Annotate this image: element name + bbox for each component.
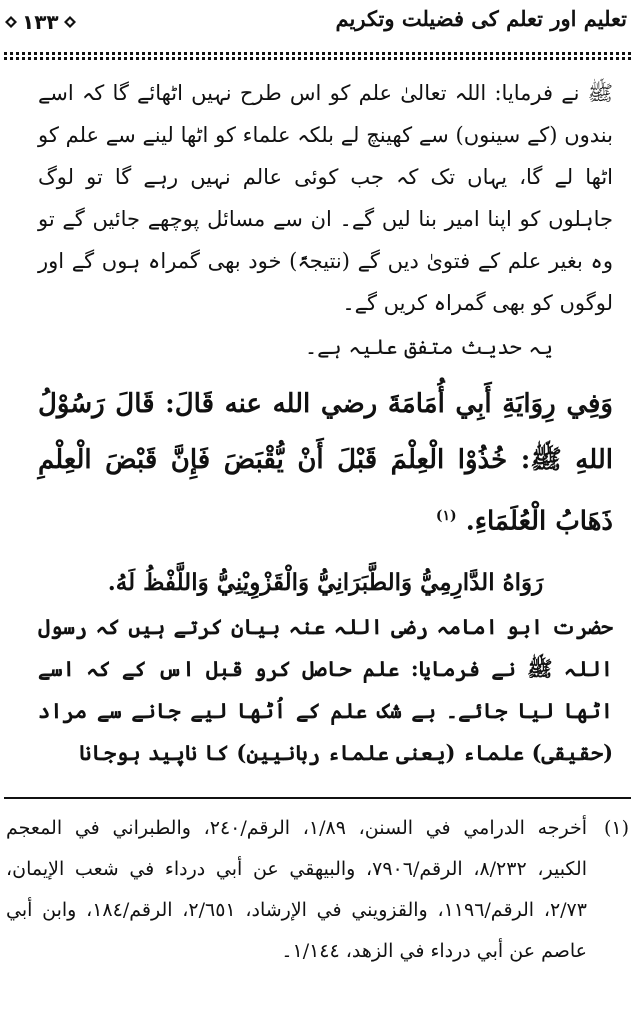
footnote-divider (4, 797, 631, 799)
arabic-source: رَوَاهُ الدَّارِمِيُّ وَالطَّبَرَانِيُّ وَالْقَزْوِيْنِيُّ وَاللَّفْظُ لَهُ. (107, 568, 544, 596)
arabic-hadith (38, 376, 613, 550)
footnote-reference: (١) (435, 508, 457, 524)
running-title: تعلیم اور تعلم کی فضیلت وتکریم (335, 6, 627, 31)
page-header (0, 0, 635, 50)
page-number-box (4, 8, 77, 36)
footnote-text: أخرجه الدرامي في السنن، ١/٨٩، الرقم/٢٤٠، والطبراني في المعجم الكبير، ٨/٢٣٢، الرقم/٧٩٠٦، والبيهقي عن أبي درداء في شعب الإيمان، ٢/٧٣، الرقم/١١٩٦، والقزويني في الإرشاد، ٢/٦٥١، الرقم/١٨٤، وابن أبي عاصم عن أبي درداء في الزهد، ١/١٤٤۔ (6, 817, 588, 962)
main-text (38, 72, 613, 774)
footnote-mark: (١) (603, 817, 629, 839)
ornament-right-icon (63, 15, 77, 29)
header-divider-lower (4, 57, 631, 60)
urdu-paragraph-1: ﷺ نے فرمایا: اللہ تعالیٰ علم کو اس طرح نہیں اٹھائے گا کہ اسے بندوں (کے سینوں) سے کھینچ لے بلکہ علماء کو اٹھا لینے سے علم کو اٹھا لے گا، یہاں تک کہ جب کوئی عالم نہیں رہے گا تو لوگ جاہلوں کو اپنا امیر بنا لیں گے۔ ان سے مسائل پوچھے جائیں گے تو وہ بغیر علم کے فتویٰ دیں گے (نتیجۃً) خود بھی گمراہ ہوں گے اور لوگوں کو بھی گمراہ کریں گے۔ (38, 81, 613, 315)
header-divider (4, 52, 631, 55)
urdu-paragraph-2: یہ حدیث متفق علیہ ہے۔ (304, 335, 553, 359)
page-number: ١٣٣ (22, 10, 59, 34)
footnote-1 (6, 808, 629, 972)
footnotes (6, 808, 629, 972)
urdu-paragraph-3: حضرت ابو امامہ رضی اللہ عنہ بیان کرتے ہیں کہ رسول اللہ ﷺ نے فرمایا: علم حاصل کرو قبل اس کے کہ اسے اٹھا لیا جائے۔ بے شک علم کے اُٹھا لیے جانے سے مراد (حقیقی) علماء (یعنی علماء ربانیین) کا ناپید ہوجانا (38, 613, 613, 765)
arabic-hadith-text: وَفِي رِوَايَةِ أَبِي أُمَامَةَ رضي الله عنه قَالَ: قَالَ رَسُوْلُ اللهِ ﷺ: خُذُوْا الْعِلْمَ قَبْلَ أَنْ يُّقْبَضَ فَإِنَّ قَبْضَ الْعِلْمِ ذَهَابُ الْعُلَمَاءِ. (38, 389, 613, 537)
ornament-left-icon (4, 15, 18, 29)
